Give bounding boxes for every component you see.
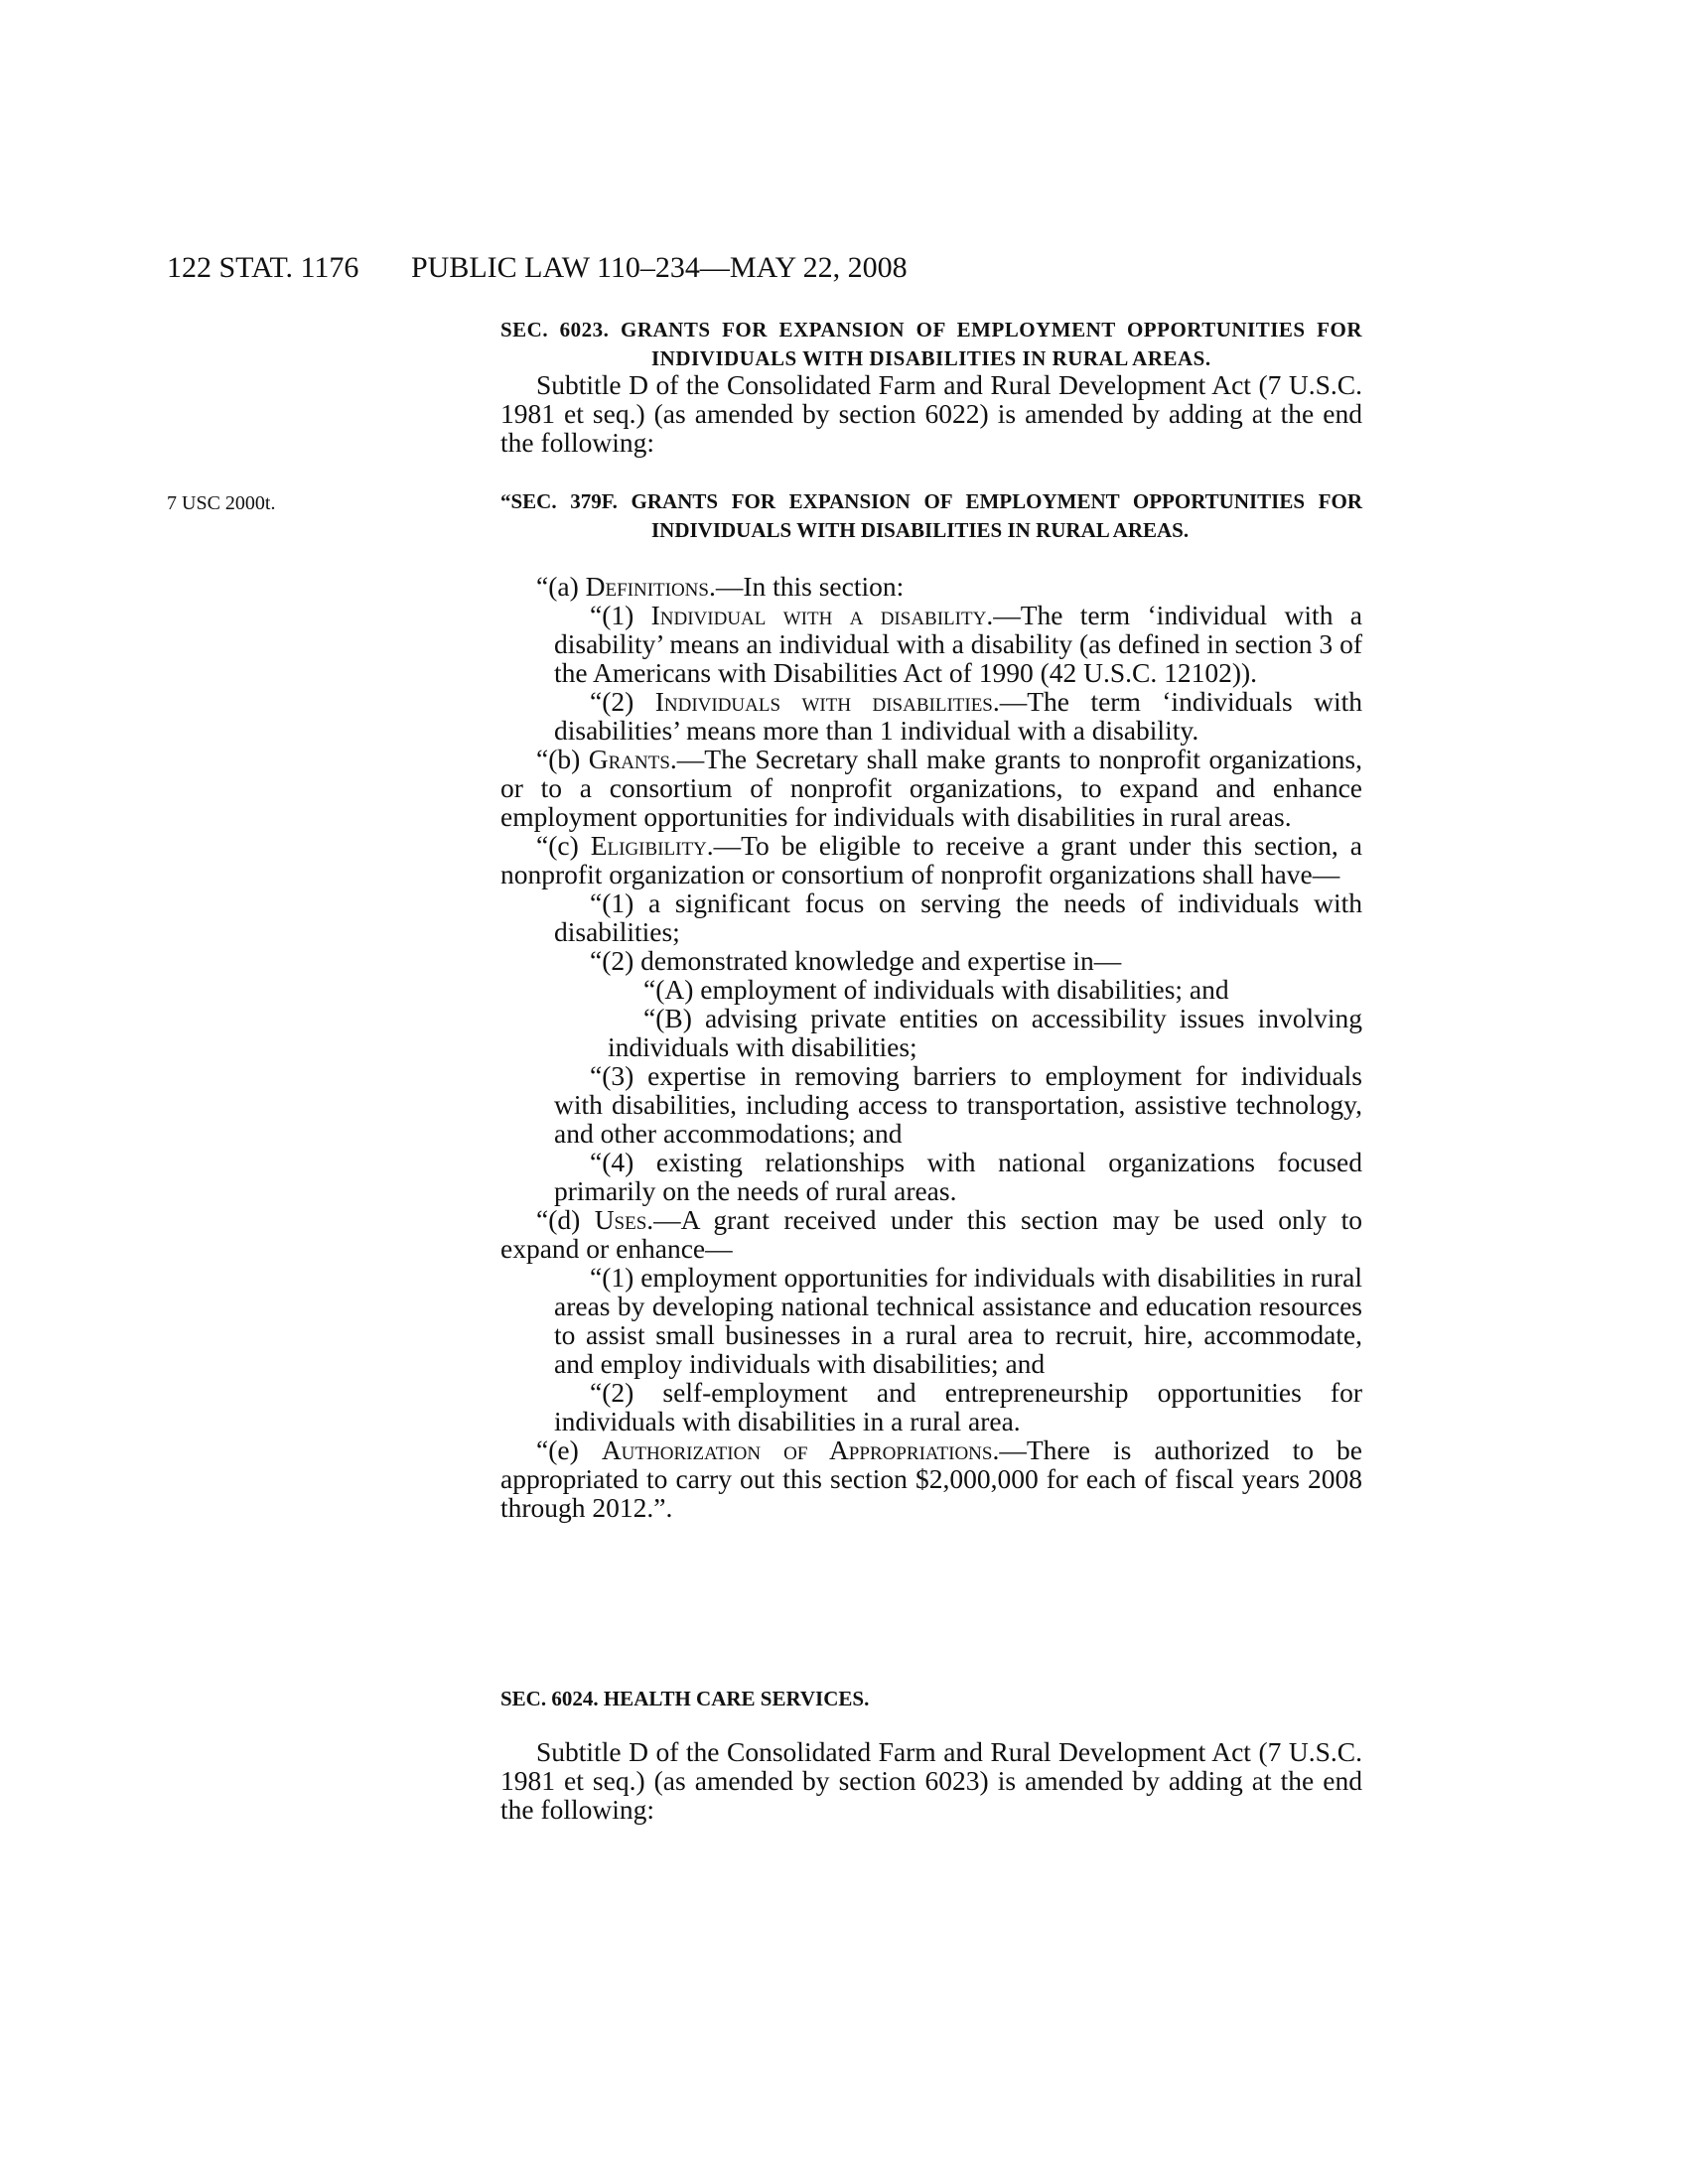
caption-uses: Uses [594, 1204, 647, 1235]
subsection-b-grants: “(b) Grants.—The Secretary shall make grants to nonprofit organizations, or to a consortium of nonprofit organizations, to expand and enhance employment opportunities for individuals with disabilities in rural areas. [500, 744, 1362, 832]
section-6024-body [500, 1737, 1362, 1824]
paragraph-d2: “(2) self-employment and entrepreneurship opportunities for individuals with disabilities in a rural area. [554, 1377, 1362, 1436]
section-379f [500, 487, 1362, 545]
section-6023-intro: Subtitle D of the Consolidated Farm and Rural Development Act (7 U.S.C. 1981 et seq.) (as amended by section 6022) is amended by adding at the end the following: [500, 369, 1362, 458]
section-6024-heading: SEC. 6024. HEALTH CARE SERVICES. [500, 1687, 870, 1710]
section-6024-intro: Subtitle D of the Consolidated Farm and Rural Development Act (7 U.S.C. 1981 et seq.) (as amended by section 6023) is amended by adding at the end the following: [500, 1736, 1362, 1825]
subsection-e-authorization: “(e) Authorization of Appropriations.—There is authorized to be appropriated to carry out this section $2,000,000 for each of fiscal years 2008 through 2012.”. [500, 1434, 1362, 1523]
running-header [167, 248, 1408, 288]
section-379f-body [500, 572, 1362, 1522]
paragraph-a2: “(2) Individuals with disabilities.—The term ‘individuals with disabilities’ means more than 1 individual with a disability. [554, 686, 1362, 746]
subsection-a-definitions: “(a) Definitions.—In this section: [536, 571, 905, 602]
caption-grants: Grants [588, 744, 670, 774]
caption-eligibility: Eligibility [590, 830, 707, 861]
subparagraph-c2b: “(B) advising private entities on accessibility issues involving individuals with disabilities; [608, 1003, 1362, 1062]
subsection-d-uses: “(d) Uses.—A grant received under this section may be used only to expand or enhance— [500, 1204, 1362, 1264]
public-law-title: PUBLIC LAW 110–234—MAY 22, 2008 [411, 251, 908, 284]
section-6023 [500, 316, 1362, 373]
section-6023-body [500, 370, 1362, 457]
caption-authorization-of-appropriations: Authorization of Appropriations [601, 1434, 993, 1465]
paragraph-c3: “(3) expertise in removing barriers to employment for individuals with disabilities, including access to transportation, assistive technology, and other accommodations; and [554, 1060, 1362, 1149]
paragraph-c2: “(2) demonstrated knowledge and expertise in— [590, 945, 1122, 976]
caption-individual-with-disability: Individual with a disability [650, 600, 987, 630]
section-6023-heading: SEC. 6023. GRANTS FOR EXPANSION OF EMPLOYMENT OPPORTUNITIES FOR INDIVIDUALS WITH DISABILITIES IN RURAL AREAS. [500, 318, 1362, 370]
paragraph-a1: “(1) Individual with a disability.—The term ‘individual with a disability’ means an individual with a disability (as defined in section 3 of the Americans with Disabilities Act of 1990 (42 U.S.C. 12102)). [554, 600, 1362, 688]
section-379f-heading: “SEC. 379F. GRANTS FOR EXPANSION OF EMPLOYMENT OPPORTUNITIES FOR INDIVIDUALS WITH DISABILITIES IN RURAL AREAS. [500, 489, 1362, 542]
subsection-c-eligibility: “(c) Eligibility.—To be eligible to receive a grant under this section, a nonprofit organization or consortium of nonprofit organizations shall have— [500, 830, 1362, 889]
usc-margin-note: 7 USC 2000t. [167, 492, 276, 514]
paragraph-c4: “(4) existing relationships with national organizations focused primarily on the needs of rural areas. [554, 1147, 1362, 1206]
paragraph-c1: “(1) a significant focus on serving the needs of individuals with disabilities; [554, 887, 1362, 947]
subparagraph-c2a: “(A) employment of individuals with disabilities; and [643, 974, 1229, 1005]
stat-citation: 122 STAT. 1176 [167, 251, 359, 284]
paragraph-d1: “(1) employment opportunities for individuals with disabilities in rural areas by developing national technical assistance and education resources to assist small businesses in a rural area to recruit, hire, accommodate, and employ individuals with disabilities; and [554, 1262, 1362, 1379]
section-6024 [500, 1685, 1362, 1713]
caption-definitions: Definitions [585, 571, 709, 602]
caption-individuals-with-disabilities: Individuals with disabilities [654, 686, 993, 717]
